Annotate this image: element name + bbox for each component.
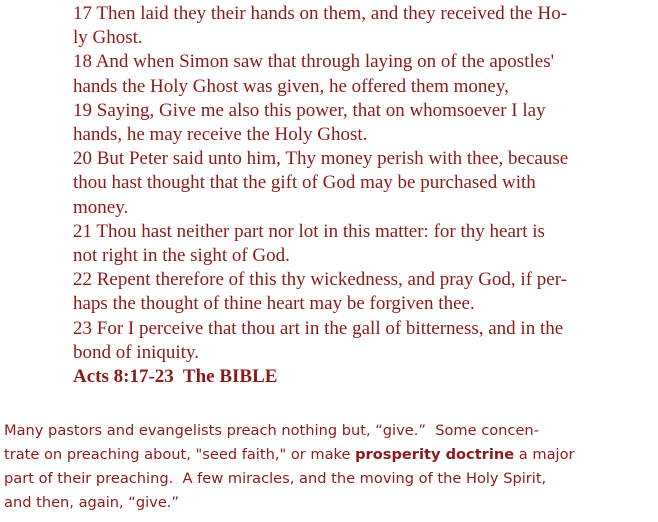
scripture-citation: Acts 8:17-23 The BIBLE: [73, 366, 278, 388]
prosperity-doctrine-term: prosperity doctrine: [355, 446, 515, 464]
scripture-passage: [73, 2, 653, 389]
commentary-line: part of their preaching. A few miracles, and the moving of the Holy Spirit,: [4, 470, 547, 488]
commentary-line: and then, again, “give.”: [4, 494, 179, 512]
commentary-line: Many pastors and evangelists preach nothing but, “give.” Some concen-: [4, 422, 539, 439]
commentary-text: trate on preaching about, "seed faith," or make: [4, 446, 356, 464]
scripture-line: haps the thought of thine heart may be forgiven thee.: [73, 293, 475, 315]
scripture-line: hands, he may receive the Holy Ghost.: [73, 124, 368, 146]
scripture-line: 20 But Peter said unto him, Thy money perish with thee, because: [73, 148, 569, 170]
scripture-line: 22 Repent therefore of this thy wickedness, and pray God, if per-: [73, 269, 567, 291]
scripture-line: 21 Thou hast neither part nor lot in this matter: for thy heart is: [73, 220, 545, 242]
scripture-line: not right in the sight of God.: [73, 245, 290, 267]
commentary-text: a major: [514, 446, 575, 464]
commentary-line: [4, 443, 654, 467]
scripture-line: money.: [73, 196, 129, 218]
scripture-line: 19 Saying, Give me also this power, that on whomsoever I lay: [73, 99, 546, 121]
scripture-line: 23 For I perceive that thou art in the gall of bitterness, and in the: [73, 317, 564, 339]
commentary-paragraph: [4, 419, 654, 515]
scripture-line: 17 Then laid they their hands on them, and they received the Ho-: [73, 3, 568, 24]
scripture-line: bond of iniquity.: [73, 341, 199, 363]
scripture-line: hands the Holy Ghost was given, he offered them money,: [73, 75, 509, 97]
scripture-line: ly Ghost.: [73, 27, 143, 49]
scripture-line: thou hast thought that the gift of God may be purchased with: [73, 172, 536, 194]
scripture-line: 18 And when Simon saw that through laying on of the apostles': [73, 51, 555, 73]
